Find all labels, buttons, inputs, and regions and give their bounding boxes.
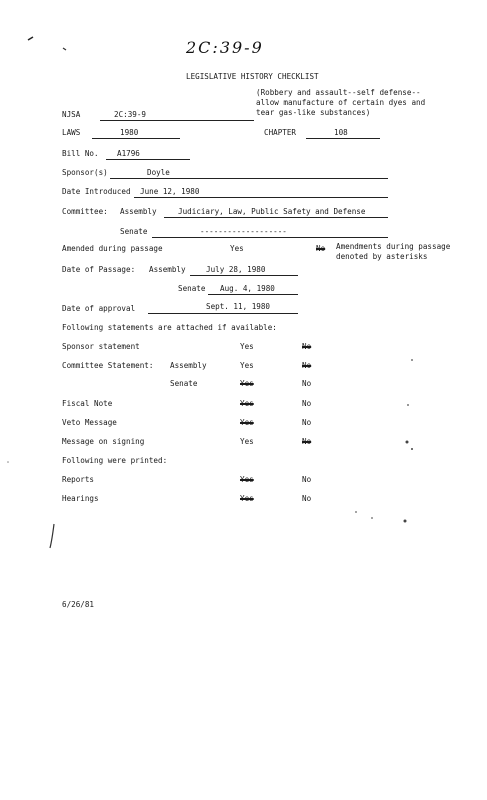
passage-assembly-label: Assembly (149, 265, 186, 274)
passage-assembly-value: July 28, 1980 (206, 265, 266, 274)
scan-speck (371, 517, 373, 519)
chapter-value: 108 (334, 128, 348, 137)
njsa-value: 2C:39-9 (114, 110, 147, 119)
date-of-passage-label: Date of Passage: (62, 265, 136, 274)
laws-value: 1980 (120, 128, 139, 137)
scan-mark (50, 524, 54, 548)
signing-message-no: No (302, 437, 312, 446)
subject-note-line-1: (Robbery and assault--self defense-- (256, 88, 421, 97)
scan-mark (63, 48, 66, 50)
committee-assembly-label: Assembly (120, 207, 157, 216)
date-of-approval-label: Date of approval (62, 304, 136, 313)
hearings-label: Hearings (62, 494, 99, 503)
subject-note-line-3: tear gas-like substances) (256, 108, 371, 117)
handwritten-statute-number: 2C:39-9 (186, 38, 264, 57)
scan-mark (28, 37, 33, 40)
committee-statement-label: Committee Statement: (62, 361, 154, 370)
hearings-yes: Yes (240, 494, 254, 503)
statements-heading: Following statements are attached if available: (62, 323, 277, 332)
page-title: LEGISLATIVE HISTORY CHECKLIST (186, 72, 319, 81)
subject-note-line-2: allow manufacture of certain dyes and (256, 98, 426, 107)
passage-senate-label: Senate (178, 284, 206, 293)
sponsor-label: Sponsor(s) (62, 168, 108, 177)
veto-message-label: Veto Message (62, 418, 117, 427)
sponsor-statement-yes: Yes (240, 342, 254, 351)
amended-no: No (316, 244, 326, 253)
amended-yes: Yes (230, 244, 244, 253)
scan-speck (404, 520, 407, 523)
committee-senate-value: ------------------- (200, 227, 287, 236)
fiscal-note-no: No (302, 399, 312, 408)
chapter-label: CHAPTER (264, 128, 297, 137)
committee-statement-senate-yes: Yes (240, 379, 254, 388)
fiscal-note-yes: Yes (240, 399, 254, 408)
sponsor-statement-no: No (302, 342, 312, 351)
signing-message-yes: Yes (240, 437, 254, 446)
reports-label: Reports (62, 475, 95, 484)
committee-statement-senate-no: No (302, 379, 312, 388)
date-of-approval-value: Sept. 11, 1980 (206, 302, 271, 311)
reports-yes: Yes (240, 475, 254, 484)
committee-statement-senate-label: Senate (170, 379, 198, 388)
footer-date: 6/26/81 (62, 600, 95, 609)
bill-label: Bill No. (62, 149, 99, 158)
signing-message-label: Message on signing (62, 437, 145, 446)
committee-statement-assembly-label: Assembly (170, 361, 207, 370)
date-introduced-label: Date Introduced (62, 187, 131, 196)
scan-speck (411, 359, 413, 361)
amended-label: Amended during passage (62, 244, 163, 253)
sponsor-statement-label: Sponsor statement (62, 342, 140, 351)
date-introduced-value: June 12, 1980 (140, 187, 200, 196)
veto-message-no: No (302, 418, 312, 427)
scan-speck (406, 441, 409, 444)
sponsor-value: Doyle (147, 168, 170, 177)
committee-label: Committee: (62, 207, 108, 216)
fiscal-note-label: Fiscal Note (62, 399, 113, 408)
scan-speck (407, 404, 409, 406)
committee-senate-label: Senate (120, 227, 148, 236)
committee-statement-assembly-yes: Yes (240, 361, 254, 370)
hearings-no: No (302, 494, 312, 503)
passage-senate-value: Aug. 4, 1980 (220, 284, 275, 293)
reports-no: No (302, 475, 312, 484)
amended-note-line-2: denoted by asterisks (336, 252, 428, 261)
bill-value: A1796 (117, 149, 140, 158)
printed-heading: Following were printed: (62, 456, 168, 465)
veto-message-yes: Yes (240, 418, 254, 427)
scan-speck (411, 448, 413, 450)
laws-label: LAWS (62, 128, 81, 137)
njsa-label: NJSA (62, 110, 81, 119)
scan-speck (355, 511, 357, 513)
committee-assembly-value: Judiciary, Law, Public Safety and Defense (178, 207, 366, 216)
scan-speck (7, 461, 9, 463)
amended-note-line-1: Amendments during passage (336, 242, 451, 251)
committee-statement-assembly-no: No (302, 361, 312, 370)
